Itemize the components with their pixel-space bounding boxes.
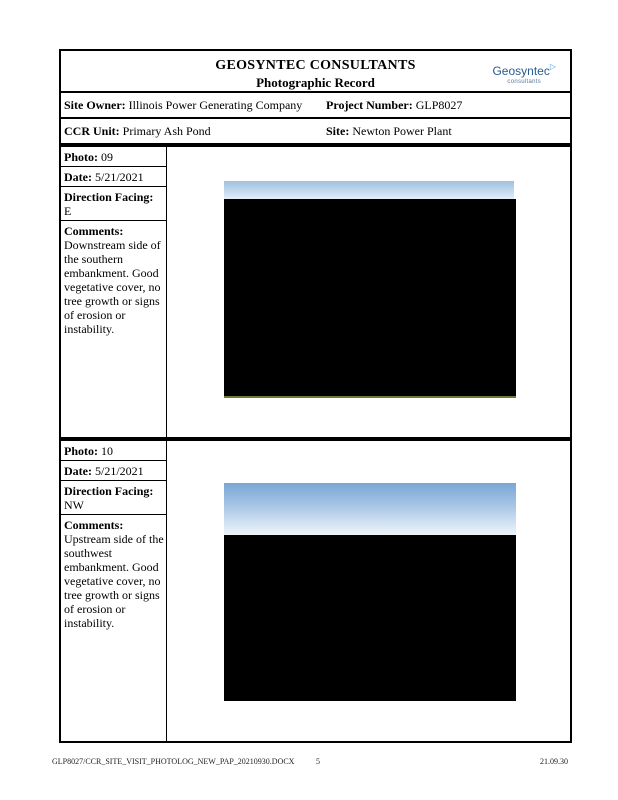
photo-record-frame [59, 49, 572, 743]
comments-value: Downstream side of the southern embankment. Good vegetative cover, no tree growth or signs of erosion or instability. [64, 238, 161, 336]
ccr-unit [64, 124, 211, 139]
footer-code: 21.09.30 [540, 757, 568, 766]
comments-cell [61, 515, 166, 632]
date-cell [61, 461, 166, 481]
ccr-unit-row [61, 119, 570, 145]
footer-page-number: 5 [316, 757, 320, 766]
site-label: Site: [326, 124, 350, 138]
photo-details-10 [61, 441, 167, 743]
photo-number: 09 [101, 150, 113, 164]
comments-label: Comments: [64, 518, 124, 532]
footer-filename: GLP8027/CCR_SITE_VISIT_PHOTOLOG_NEW_PAP_20210930.DOCX [52, 757, 295, 766]
logo-sub: consultants [507, 79, 542, 85]
photo-sky-10 [224, 483, 516, 535]
photo-number: 10 [101, 444, 113, 458]
logo-name: Geosyntec [492, 64, 550, 78]
photo-number-cell [61, 147, 166, 167]
record-title: Photographic Record [256, 75, 375, 90]
photo-section-09 [61, 147, 570, 437]
direction-value: NW [64, 498, 84, 512]
direction-value: E [64, 204, 72, 218]
geosyntec-logo [492, 62, 556, 85]
photo-ground-09 [224, 396, 516, 398]
photo-details-09 [61, 147, 167, 437]
comments-label: Comments: [64, 224, 124, 238]
site-owner-row [61, 93, 570, 119]
record-header [61, 51, 570, 93]
direction-label: Direction Facing: [64, 484, 154, 498]
photo-sky-09 [224, 181, 514, 199]
date-label: Date: [64, 464, 92, 478]
project-number [326, 98, 462, 113]
comments-cell [61, 221, 166, 338]
site-owner-value: Illinois Power Generating Company [128, 98, 303, 112]
photo-10-image [224, 535, 516, 701]
company-name: GEOSYNTEC CONSULTANTS [215, 58, 416, 73]
date-value: 5/21/2021 [94, 170, 144, 184]
date-cell [61, 167, 166, 187]
direction-cell [61, 481, 166, 515]
ccr-unit-value: Primary Ash Pond [122, 124, 211, 138]
site-value: Newton Power Plant [352, 124, 452, 138]
photo-label: Photo: [64, 444, 98, 458]
project-number-value: GLP8027 [415, 98, 463, 112]
date-label: Date: [64, 170, 92, 184]
direction-label: Direction Facing: [64, 190, 154, 204]
site-owner [64, 98, 302, 113]
photo-09-image [224, 199, 516, 397]
photo-label: Photo: [64, 150, 98, 164]
photo-section-10 [61, 441, 570, 743]
logo-arrow-icon: ▷ [549, 62, 556, 71]
project-number-label: Project Number: [326, 98, 413, 112]
comments-value: Upstream side of the southwest embankment. Good vegetative cover, no tree growth or signs of erosion or instability. [64, 532, 164, 630]
site [326, 124, 452, 139]
site-owner-label: Site Owner: [64, 98, 126, 112]
date-value: 5/21/2021 [94, 464, 144, 478]
direction-cell [61, 187, 166, 221]
ccr-unit-label: CCR Unit: [64, 124, 120, 138]
photo-number-cell [61, 441, 166, 461]
